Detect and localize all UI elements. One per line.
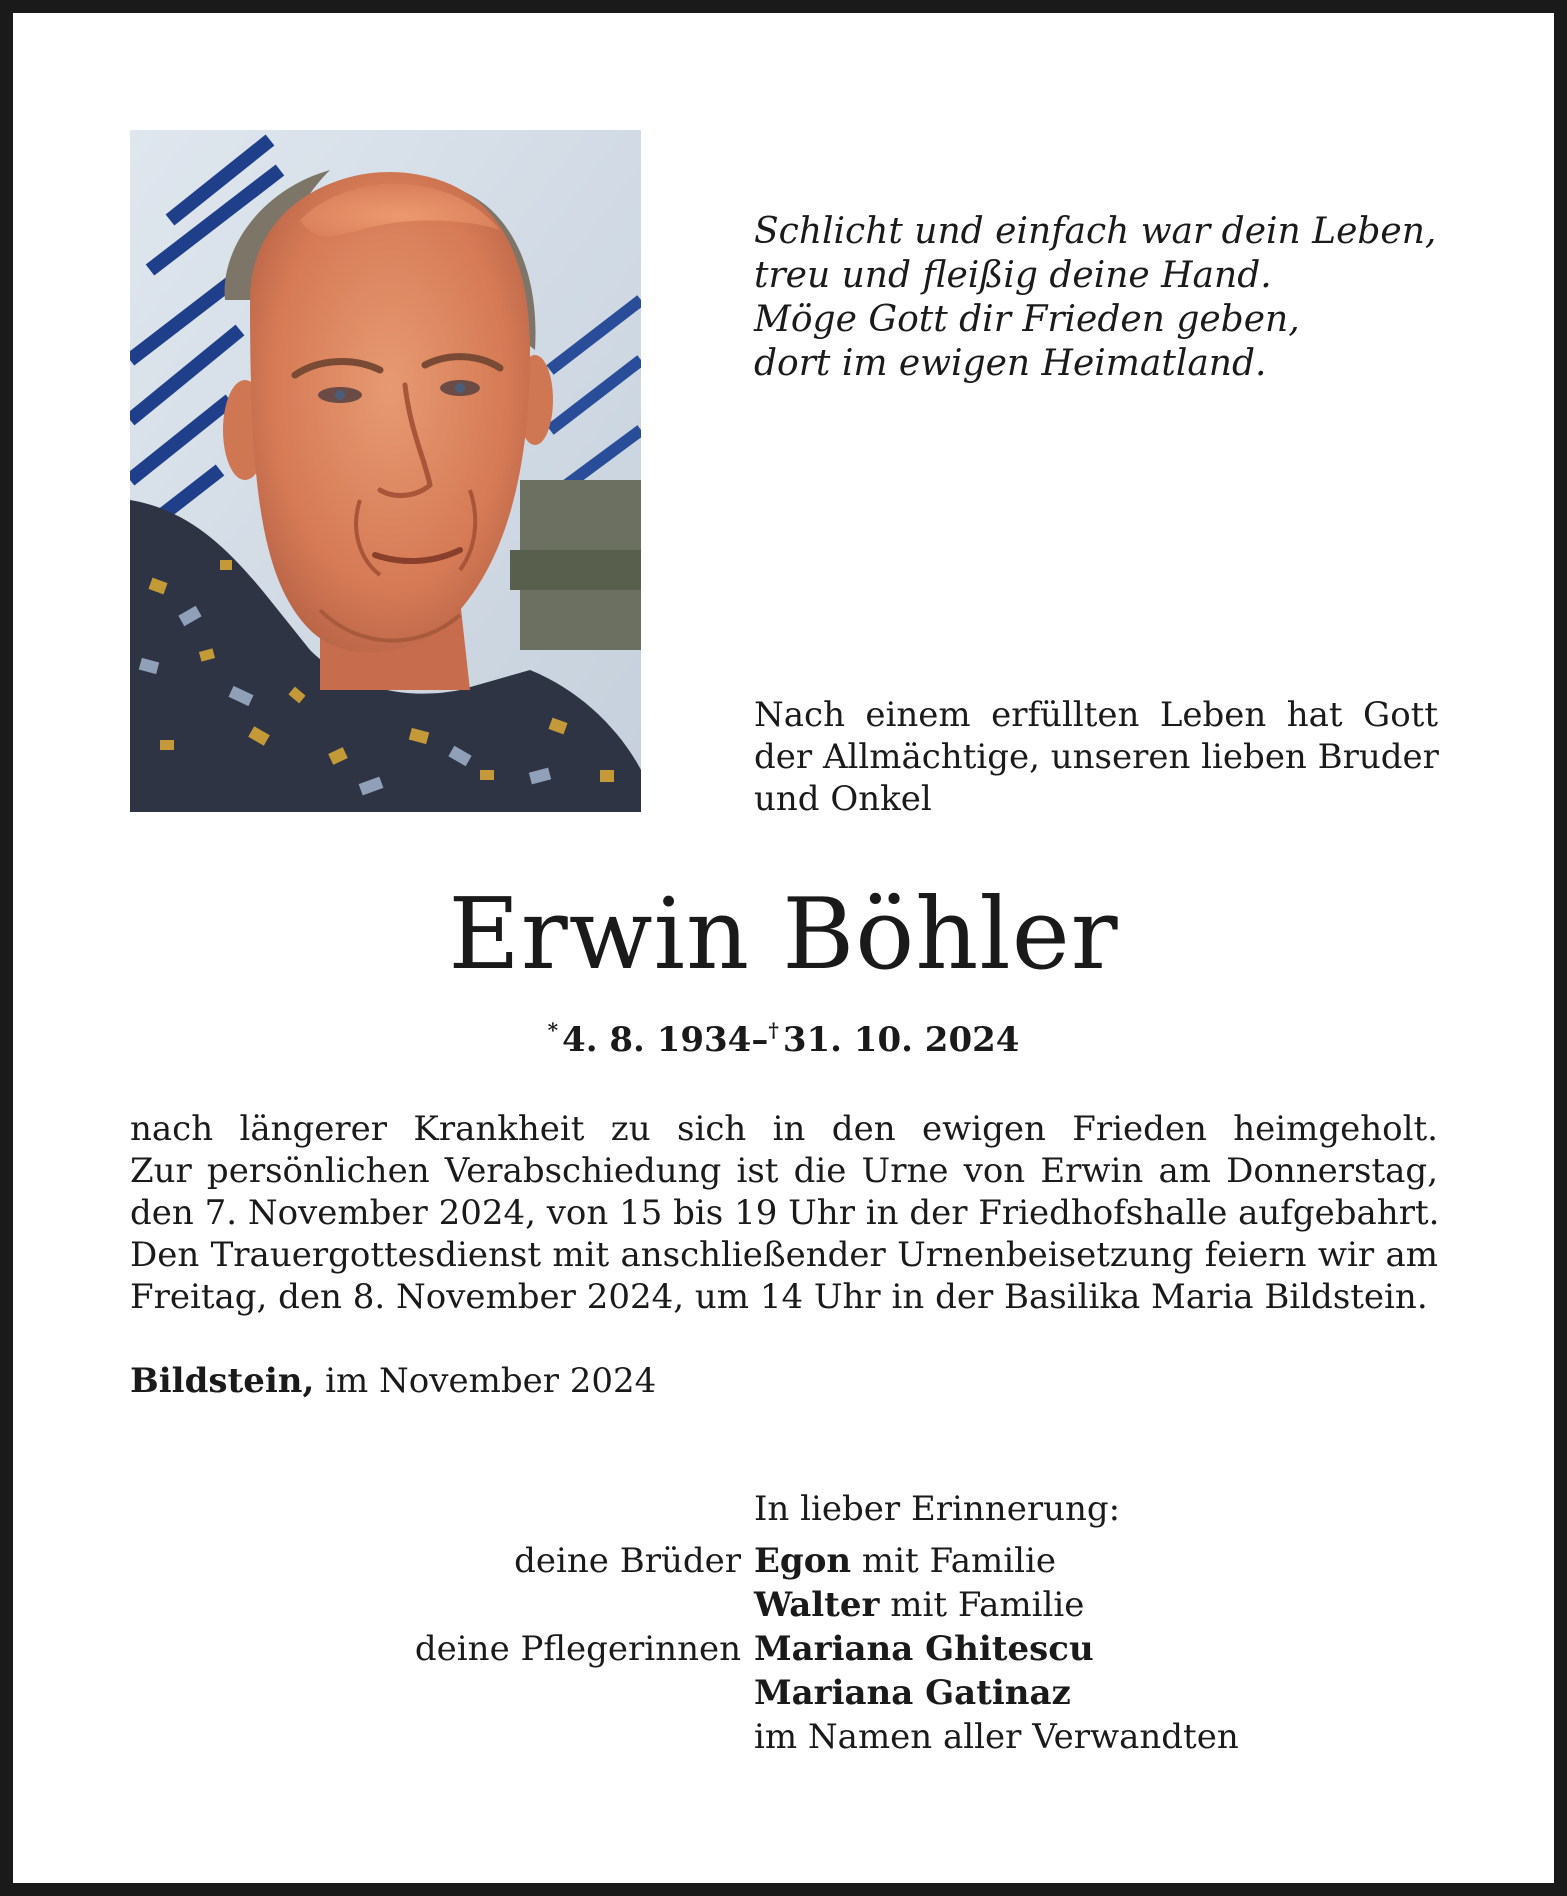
place-date: im November 2024	[325, 1361, 657, 1401]
brother-suffix: mit Familie	[890, 1585, 1085, 1625]
intro-line: und Onkel	[754, 779, 932, 819]
verse-line: Schlicht und einfach war dein Leben,	[754, 211, 1437, 252]
intro-paragraph	[754, 694, 1438, 820]
death-symbol: †	[768, 1018, 779, 1042]
death-date: 31. 10. 2024	[782, 1020, 1020, 1060]
place-town: Bildstein,	[130, 1361, 315, 1401]
carer-line-1	[754, 1628, 1094, 1670]
date-separator: –	[751, 1020, 769, 1060]
place-date-line	[130, 1360, 656, 1402]
birth-symbol: *	[547, 1018, 559, 1042]
body-line: Freitag, den 8. November 2024, um 14 Uhr in der Basilika Maria Bildstein.	[130, 1277, 1428, 1317]
body-line: Den Trauergottesdienst mit anschließender Urnenbeisetzung feiern wir am	[130, 1235, 1438, 1275]
portrait-illustration	[130, 130, 641, 812]
body-line: Zur persönlichen Verabschiedung ist die Urne von Erwin am Donnerstag,	[130, 1151, 1438, 1191]
signoff-heading: In lieber Erinnerung:	[754, 1489, 1121, 1529]
carers-label: deine Pflegerinnen	[414, 1629, 741, 1669]
body-line: den 7. November 2024, von 15 bis 19 Uhr in der Friedhofshalle aufgebahrt.	[130, 1193, 1440, 1233]
intro-line: der Allmächtige, unseren lieben Bruder	[754, 737, 1439, 777]
announcement-body	[130, 1108, 1438, 1318]
brothers-label: deine Brüder	[514, 1541, 741, 1581]
poem-verse	[754, 210, 1454, 386]
brother-suffix: mit Familie	[861, 1541, 1057, 1581]
brother-name: Walter	[754, 1585, 880, 1625]
life-dates	[0, 1008, 1567, 1062]
birth-date: 4. 8. 1934	[562, 1020, 752, 1060]
verse-line: treu und fleißig deine Hand.	[754, 255, 1272, 296]
body-line: nach längerer Krankheit zu sich in den ewigen Frieden heimgeholt.	[130, 1109, 1438, 1149]
carer-name: Mariana Ghitescu	[754, 1629, 1094, 1669]
closing-line: im Namen aller Verwandten	[754, 1717, 1239, 1757]
family-line-egon	[754, 1540, 1056, 1582]
portrait-photo	[130, 130, 641, 812]
family-line-walter	[754, 1584, 1084, 1626]
carer-line-2	[754, 1672, 1071, 1714]
brother-name: Egon	[754, 1541, 852, 1581]
carer-name: Mariana Gatinaz	[754, 1673, 1071, 1713]
intro-line: Nach einem erfüllten Leben hat Gott	[754, 695, 1438, 735]
verse-line: Möge Gott dir Frieden geben,	[754, 299, 1300, 340]
deceased-name: Erwin Böhler	[448, 878, 1119, 992]
verse-line: dort im ewigen Heimatland.	[754, 343, 1267, 384]
